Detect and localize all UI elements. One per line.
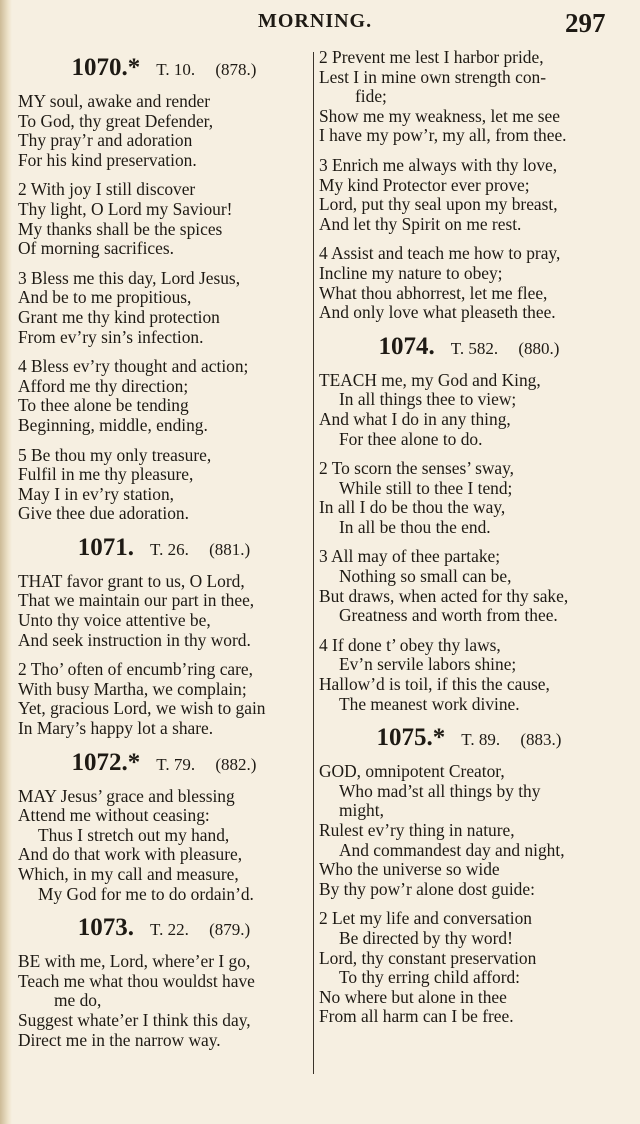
verse-line: Beginning, middle, ending. (18, 414, 208, 435)
verse-line: 5 Be thou my only treasure, (18, 444, 212, 465)
verse-line: Incline my nature to obey; (319, 262, 503, 283)
verse-line: To thee alone be tending (18, 395, 189, 416)
verse-line: Grant me thy kind protection (18, 306, 220, 327)
stanza (319, 636, 619, 714)
verse-line: And let thy Spirit on me rest. (319, 213, 522, 234)
stanza (319, 156, 619, 234)
stanza (319, 48, 619, 146)
verse-line: Thus I stretch out my hand, (38, 824, 230, 845)
page-binding-edge (0, 0, 12, 1124)
stanza (319, 244, 619, 322)
verse-line: 4 Bless ev’ry thought and action; (18, 356, 249, 377)
stanza (18, 446, 310, 524)
verse-line: Greatness and worth from thee. (339, 605, 558, 626)
tune-number: T. 89. (461, 730, 501, 750)
left-column (18, 48, 310, 1060)
verse-line: 2 With joy I still discover (18, 179, 196, 200)
verse-line: No where but alone in thee (319, 986, 507, 1007)
stanza (319, 371, 619, 449)
verse-line: Afford me thy direction; (18, 375, 189, 396)
hymn-1072 (18, 749, 310, 905)
stanza (18, 357, 310, 435)
verse-line: fide; (355, 86, 387, 107)
verse-line: For thee alone to do. (339, 428, 483, 449)
verse-line: My God for me to do ordain’d. (38, 883, 254, 904)
cross-reference: (878.) (215, 60, 257, 79)
verse-line: might, (339, 800, 384, 821)
verse-line: Who the universe so wide (319, 859, 500, 880)
hymn-number: 1071. (77, 533, 135, 561)
hymn-1071 (18, 534, 310, 739)
verse-line: The meanest work divine. (339, 693, 520, 714)
verse-line: To God, thy great Defender, (18, 110, 214, 131)
verse-line: Give thee due adoration. (18, 503, 189, 524)
verse-line: For his kind preservation. (18, 149, 197, 170)
verse-line: And be to me propitious, (18, 287, 192, 308)
verse-line: Ev’n servile labors shine; (339, 654, 517, 675)
verse-line: From ev’ry sin’s infection. (18, 326, 204, 347)
verse-line: While still to thee I tend; (339, 477, 513, 498)
verse-line: Thy light, O Lord my Saviour! (18, 198, 233, 219)
verse-line: Unto thy voice attentive be, (18, 610, 211, 631)
verse-line: My kind Protector ever prove; (319, 174, 530, 195)
verse-line: May I in ev’ry station, (18, 483, 174, 504)
verse-line: With busy Martha, we complain; (18, 678, 247, 699)
verse-line: But draws, when acted for thy sake, (319, 585, 569, 606)
verse-line: GOD, omnipotent Creator, (319, 761, 505, 782)
verse-line: From all harm can I be free. (319, 1006, 514, 1027)
stanza (18, 180, 310, 258)
verse-line: In all be thou the end. (339, 516, 491, 537)
cross-reference: (880.) (518, 338, 560, 358)
hymn-number: 1074. (378, 332, 435, 360)
verse-line: Suggest whate’er I think this day, (18, 1009, 251, 1030)
verse-line: THAT favor grant to us, O Lord, (18, 570, 245, 591)
verse-line: 3 Enrich me always with thy love, (319, 154, 558, 175)
verse-line: Hallow’d is toil, if this the cause, (319, 674, 550, 695)
hymn-1073-continued (319, 48, 619, 323)
verse-line: By thy pow’r alone dost guide: (319, 878, 535, 899)
verse-line: BE with me, Lord, where’er I go, (18, 951, 251, 972)
page-number: 297 (565, 8, 606, 38)
verse-line: Of morning sacrifices. (18, 238, 174, 259)
verse-line: 3 Bless me this day, Lord Jesus, (18, 267, 241, 288)
verse-line: MAY Jesus’ grace and blessing (18, 785, 235, 806)
hymn-heading (319, 333, 619, 361)
hymn-number: 1072.* (71, 748, 141, 776)
verse-line: Lord, put thy seal upon my breast, (319, 194, 558, 215)
verse-line: What thou abhorrest, let me flee, (319, 282, 548, 303)
verse-line: And what I do in any thing, (319, 408, 511, 429)
verse-line: I have my pow’r, my all, from thee. (319, 125, 567, 146)
verse-line: 3 All may of thee partake; (319, 546, 501, 567)
stanza (18, 572, 310, 650)
verse-line: That we maintain our part in thee, (18, 590, 255, 611)
verse-line: Be directed by thy word! (339, 927, 513, 948)
verse-line: Which, in my call and measure, (18, 864, 239, 884)
verse-line: Rulest ev’ry thing in nature, (319, 820, 515, 840)
verse-line: Teach me what thou wouldst have (18, 970, 255, 991)
verse-line: Fulfil in me thy pleasure, (18, 464, 194, 485)
verse-line: My thanks shall be the spices (18, 218, 223, 239)
verse-line: In all I do be thou the way, (319, 497, 506, 518)
hymn-1070 (18, 54, 310, 524)
stanza (18, 952, 310, 1050)
verse-line: MY soul, awake and render (18, 91, 211, 111)
verse-line: Lest I in mine own strength con- (319, 66, 546, 87)
verse-line: 2 Tho’ often of encumb’ring care, (18, 659, 254, 680)
verse-line: And only love what pleaseth thee. (319, 302, 556, 323)
verse-line: And do that work with pleasure, (18, 844, 243, 865)
verse-line: Lord, thy constant preservation (319, 947, 537, 968)
cross-reference: (881.) (209, 539, 251, 559)
verse-line: In all things thee to view; (339, 389, 517, 410)
section-title: MORNING. (258, 10, 373, 32)
verse-line: 4 Assist and teach me how to pray, (319, 243, 561, 264)
stanza (18, 660, 310, 738)
hymn-number: 1075.* (376, 724, 446, 752)
verse-line: 2 To scorn the senses’ sway, (319, 458, 515, 479)
verse-line: Yet, gracious Lord, we wish to gain (18, 698, 266, 719)
hymn-number: 1070.* (71, 54, 141, 81)
right-column (319, 48, 619, 1037)
verse-line: And seek instruction in thy word. (18, 629, 251, 650)
cross-reference: (883.) (520, 730, 562, 750)
hymn-1074 (319, 333, 619, 715)
cross-reference: (879.) (209, 920, 251, 940)
tune-number: T. 582. (450, 338, 499, 358)
verse-line: In Mary’s happy lot a share. (18, 718, 214, 739)
column-divider (313, 52, 314, 1074)
hymn-heading (18, 534, 310, 562)
hymn-1075 (319, 724, 619, 1027)
stanza (319, 459, 619, 537)
tune-number: T. 22. (150, 920, 189, 940)
stanza (18, 787, 310, 905)
stanza (319, 909, 619, 1027)
verse-line: TEACH me, my God and King, (319, 369, 541, 390)
verse-line: 4 If done t’ obey thy laws, (319, 634, 501, 655)
hymn-heading (18, 749, 310, 777)
verse-line: Attend me without ceasing: (18, 805, 210, 826)
running-header (0, 8, 640, 42)
verse-line: 2 Let my life and conversation (319, 908, 532, 929)
hymn-heading (319, 724, 619, 752)
verse-line: me do, (54, 990, 102, 1011)
hymn-number: 1073. (77, 914, 135, 942)
verse-line: Who mad’st all things by thy (339, 780, 541, 801)
hymn-heading (18, 914, 310, 942)
tune-number: T. 79. (156, 754, 196, 774)
stanza (319, 547, 619, 625)
verse-line: And commandest day and night, (339, 839, 565, 860)
stanza (319, 762, 619, 899)
hymn-1073 (18, 914, 310, 1050)
hymn-heading (18, 54, 310, 82)
verse-line: Nothing so small can be, (339, 566, 512, 587)
tune-number: T. 26. (150, 539, 189, 559)
stanza (18, 92, 310, 170)
cross-reference: (882.) (215, 754, 257, 774)
verse-line: Direct me in the narrow way. (18, 1029, 221, 1050)
stanza (18, 269, 310, 347)
verse-line: To thy erring child afford: (339, 967, 521, 988)
verse-line: Show me my weakness, let me see (319, 105, 560, 126)
tune-number: T. 10. (156, 60, 196, 79)
verse-line: Thy pray’r and adoration (18, 130, 193, 151)
verse-line: 2 Prevent me lest I harbor pride, (319, 47, 544, 67)
